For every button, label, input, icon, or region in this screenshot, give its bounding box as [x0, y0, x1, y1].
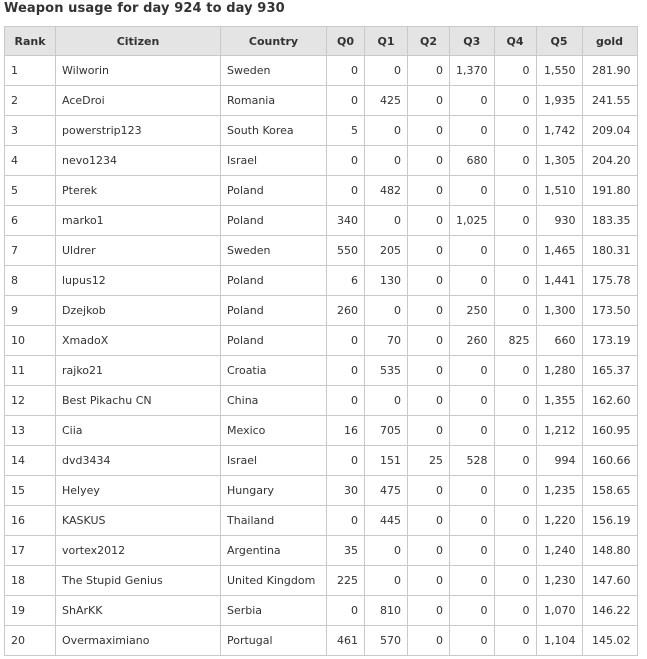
q0-cell: 0 — [327, 506, 365, 536]
table-row — [5, 536, 638, 566]
q3-cell: 0 — [450, 566, 495, 596]
rank-cell: 20 — [5, 626, 56, 656]
citizen-name-cell: Helyey — [56, 476, 221, 506]
rank-cell: 2 — [5, 86, 56, 116]
rank-cell: 13 — [5, 416, 56, 446]
q2-cell: 0 — [408, 416, 450, 446]
q1-cell: 535 — [365, 356, 408, 386]
q0-cell: 30 — [327, 476, 365, 506]
q2-cell: 0 — [408, 266, 450, 296]
q5-cell: 1,300 — [536, 296, 582, 326]
citizen-name-cell: dvd3434 — [56, 446, 221, 476]
citizen-name-cell: ShArKK — [56, 596, 221, 626]
q3-cell: 1,025 — [450, 206, 495, 236]
gold-cell: 173.50 — [582, 296, 637, 326]
q1-cell: 0 — [365, 206, 408, 236]
q3-cell: 250 — [450, 296, 495, 326]
q4-cell: 0 — [494, 176, 536, 206]
country-cell: Israel — [221, 146, 327, 176]
q4-cell: 0 — [494, 116, 536, 146]
gold-cell: 162.60 — [582, 386, 637, 416]
table-row — [5, 446, 638, 476]
q5-cell: 1,510 — [536, 176, 582, 206]
q5-cell: 660 — [536, 326, 582, 356]
q4-cell: 0 — [494, 536, 536, 566]
citizen-name-cell: Dzejkob — [56, 296, 221, 326]
q0-cell: 0 — [327, 356, 365, 386]
q0-cell: 0 — [327, 146, 365, 176]
table-row — [5, 416, 638, 446]
citizen-name-cell: Wilworin — [56, 56, 221, 86]
q2-cell: 0 — [408, 86, 450, 116]
q3-cell: 528 — [450, 446, 495, 476]
citizen-name-cell: powerstrip123 — [56, 116, 221, 146]
rank-cell: 8 — [5, 266, 56, 296]
country-cell: Sweden — [221, 236, 327, 266]
rank-cell: 16 — [5, 506, 56, 536]
country-cell: Thailand — [221, 506, 327, 536]
q2-cell: 25 — [408, 446, 450, 476]
gold-cell: 183.35 — [582, 206, 637, 236]
gold-cell: 209.04 — [582, 116, 637, 146]
country-cell: Hungary — [221, 476, 327, 506]
country-cell: Poland — [221, 206, 327, 236]
q4-cell: 0 — [494, 596, 536, 626]
q1-cell: 0 — [365, 146, 408, 176]
q2-cell: 0 — [408, 536, 450, 566]
table-row — [5, 296, 638, 326]
table-row — [5, 146, 638, 176]
q5-cell: 994 — [536, 446, 582, 476]
citizen-name-cell: Pterek — [56, 176, 221, 206]
q4-cell: 0 — [494, 416, 536, 446]
q2-cell: 0 — [408, 386, 450, 416]
citizen-name-cell: Ciia — [56, 416, 221, 446]
table-row — [5, 326, 638, 356]
citizen-name-cell: vortex2012 — [56, 536, 221, 566]
q5-cell: 1,441 — [536, 266, 582, 296]
gold-cell: 173.19 — [582, 326, 637, 356]
q2-cell: 0 — [408, 596, 450, 626]
country-cell: Mexico — [221, 416, 327, 446]
q4-cell: 0 — [494, 356, 536, 386]
column-header-q3[interactable]: Q3 — [450, 27, 495, 56]
table-row — [5, 566, 638, 596]
rank-cell: 6 — [5, 206, 56, 236]
q0-cell: 5 — [327, 116, 365, 146]
rank-cell: 3 — [5, 116, 56, 146]
rank-cell: 7 — [5, 236, 56, 266]
gold-cell: 147.60 — [582, 566, 637, 596]
q3-cell: 0 — [450, 416, 495, 446]
q5-cell: 1,212 — [536, 416, 582, 446]
citizen-name-cell: The Stupid Genius — [56, 566, 221, 596]
country-cell: Poland — [221, 266, 327, 296]
q4-cell: 0 — [494, 506, 536, 536]
country-cell: South Korea — [221, 116, 327, 146]
q2-cell: 0 — [408, 566, 450, 596]
q3-cell: 0 — [450, 506, 495, 536]
q0-cell: 0 — [327, 86, 365, 116]
rank-cell: 17 — [5, 536, 56, 566]
q3-cell: 0 — [450, 86, 495, 116]
country-cell: Sweden — [221, 56, 327, 86]
citizen-name-cell: Overmaximiano — [56, 626, 221, 656]
q4-cell: 0 — [494, 146, 536, 176]
rank-cell: 9 — [5, 296, 56, 326]
q1-cell: 0 — [365, 536, 408, 566]
q1-cell: 0 — [365, 116, 408, 146]
q1-cell: 425 — [365, 86, 408, 116]
q1-cell: 810 — [365, 596, 408, 626]
rank-cell: 1 — [5, 56, 56, 86]
q2-cell: 0 — [408, 116, 450, 146]
q5-cell: 1,280 — [536, 356, 582, 386]
q5-cell: 1,550 — [536, 56, 582, 86]
q1-cell: 482 — [365, 176, 408, 206]
q5-cell: 1,305 — [536, 146, 582, 176]
gold-cell: 281.90 — [582, 56, 637, 86]
citizen-name-cell: nevo1234 — [56, 146, 221, 176]
q2-cell: 0 — [408, 206, 450, 236]
column-header-country[interactable]: Country — [221, 27, 327, 56]
gold-cell: 145.02 — [582, 626, 637, 656]
country-cell: Israel — [221, 446, 327, 476]
column-header-q1[interactable]: Q1 — [365, 27, 408, 56]
q3-cell: 0 — [450, 536, 495, 566]
citizen-name-cell: KASKUS — [56, 506, 221, 536]
q0-cell: 550 — [327, 236, 365, 266]
gold-cell: 241.55 — [582, 86, 637, 116]
q4-cell: 0 — [494, 626, 536, 656]
gold-cell: 148.80 — [582, 536, 637, 566]
q1-cell: 705 — [365, 416, 408, 446]
table-row — [5, 386, 638, 416]
rank-cell: 12 — [5, 386, 56, 416]
q4-cell: 0 — [494, 236, 536, 266]
q3-cell: 0 — [450, 626, 495, 656]
q3-cell: 0 — [450, 386, 495, 416]
q4-cell: 0 — [494, 446, 536, 476]
q5-cell: 1,235 — [536, 476, 582, 506]
rank-cell: 19 — [5, 596, 56, 626]
q5-cell: 1,355 — [536, 386, 582, 416]
table-row — [5, 206, 638, 236]
table-row — [5, 506, 638, 536]
q3-cell: 1,370 — [450, 56, 495, 86]
rank-cell: 11 — [5, 356, 56, 386]
q1-cell: 445 — [365, 506, 408, 536]
rank-cell: 15 — [5, 476, 56, 506]
table-row — [5, 116, 638, 146]
rank-cell: 10 — [5, 326, 56, 356]
weapon-usage-table — [4, 26, 638, 656]
q4-cell: 0 — [494, 566, 536, 596]
country-cell: Argentina — [221, 536, 327, 566]
gold-cell: 156.19 — [582, 506, 637, 536]
citizen-name-cell: Uldrer — [56, 236, 221, 266]
gold-cell: 180.31 — [582, 236, 637, 266]
rank-cell: 14 — [5, 446, 56, 476]
q4-cell: 0 — [494, 386, 536, 416]
q0-cell: 6 — [327, 266, 365, 296]
table-row — [5, 356, 638, 386]
rank-cell: 5 — [5, 176, 56, 206]
q0-cell: 0 — [327, 386, 365, 416]
q2-cell: 0 — [408, 506, 450, 536]
q2-cell: 0 — [408, 176, 450, 206]
q0-cell: 35 — [327, 536, 365, 566]
country-cell: Poland — [221, 296, 327, 326]
q0-cell: 0 — [327, 326, 365, 356]
citizen-name-cell: XmadoX — [56, 326, 221, 356]
column-header-rank[interactable]: Rank — [5, 27, 56, 56]
country-cell: Portugal — [221, 626, 327, 656]
table-row — [5, 596, 638, 626]
q0-cell: 16 — [327, 416, 365, 446]
table-row — [5, 266, 638, 296]
q2-cell: 0 — [408, 56, 450, 86]
q0-cell: 225 — [327, 566, 365, 596]
q3-cell: 680 — [450, 146, 495, 176]
q4-cell: 0 — [494, 86, 536, 116]
q2-cell: 0 — [408, 326, 450, 356]
q2-cell: 0 — [408, 626, 450, 656]
q2-cell: 0 — [408, 296, 450, 326]
q2-cell: 0 — [408, 356, 450, 386]
q0-cell: 0 — [327, 446, 365, 476]
q1-cell: 475 — [365, 476, 408, 506]
gold-cell: 160.95 — [582, 416, 637, 446]
q3-cell: 0 — [450, 596, 495, 626]
q4-cell: 0 — [494, 56, 536, 86]
table-row — [5, 86, 638, 116]
q5-cell: 1,104 — [536, 626, 582, 656]
q2-cell: 0 — [408, 236, 450, 266]
column-header-q2[interactable]: Q2 — [408, 27, 450, 56]
q3-cell: 260 — [450, 326, 495, 356]
q4-cell: 0 — [494, 476, 536, 506]
column-header-q4[interactable]: Q4 — [494, 27, 536, 56]
q1-cell: 0 — [365, 386, 408, 416]
q5-cell: 930 — [536, 206, 582, 236]
q4-cell: 825 — [494, 326, 536, 356]
citizen-name-cell: Best Pikachu CN — [56, 386, 221, 416]
q1-cell: 151 — [365, 446, 408, 476]
country-cell: Poland — [221, 176, 327, 206]
column-header-q5[interactable]: Q5 — [536, 27, 582, 56]
country-cell: United Kingdom — [221, 566, 327, 596]
q2-cell: 0 — [408, 476, 450, 506]
column-header-citizen[interactable]: Citizen — [56, 27, 221, 56]
q0-cell: 0 — [327, 56, 365, 86]
q4-cell: 0 — [494, 296, 536, 326]
gold-cell: 158.65 — [582, 476, 637, 506]
column-header-gold[interactable]: gold — [582, 27, 637, 56]
q1-cell: 130 — [365, 266, 408, 296]
q3-cell: 0 — [450, 266, 495, 296]
citizen-name-cell: lupus12 — [56, 266, 221, 296]
country-cell: China — [221, 386, 327, 416]
rank-cell: 4 — [5, 146, 56, 176]
q5-cell: 1,742 — [536, 116, 582, 146]
country-cell: Croatia — [221, 356, 327, 386]
country-cell: Serbia — [221, 596, 327, 626]
q0-cell: 0 — [327, 596, 365, 626]
q4-cell: 0 — [494, 266, 536, 296]
citizen-name-cell: rajko21 — [56, 356, 221, 386]
gold-cell: 146.22 — [582, 596, 637, 626]
country-cell: Romania — [221, 86, 327, 116]
q3-cell: 0 — [450, 476, 495, 506]
page-title: Weapon usage for day 924 to day 930 — [4, 1, 285, 16]
column-header-q0[interactable]: Q0 — [327, 27, 365, 56]
gold-cell: 160.66 — [582, 446, 637, 476]
q3-cell: 0 — [450, 356, 495, 386]
q1-cell: 570 — [365, 626, 408, 656]
citizen-name-cell: AceDroi — [56, 86, 221, 116]
q2-cell: 0 — [408, 146, 450, 176]
q4-cell: 0 — [494, 206, 536, 236]
gold-cell: 165.37 — [582, 356, 637, 386]
q5-cell: 1,465 — [536, 236, 582, 266]
table-row — [5, 236, 638, 266]
q0-cell: 340 — [327, 206, 365, 236]
citizen-name-cell: marko1 — [56, 206, 221, 236]
q3-cell: 0 — [450, 116, 495, 146]
q3-cell: 0 — [450, 176, 495, 206]
q1-cell: 70 — [365, 326, 408, 356]
table-header-row — [5, 27, 638, 56]
table-row — [5, 626, 638, 656]
gold-cell: 204.20 — [582, 146, 637, 176]
q5-cell: 1,240 — [536, 536, 582, 566]
q0-cell: 260 — [327, 296, 365, 326]
gold-cell: 191.80 — [582, 176, 637, 206]
table-row — [5, 176, 638, 206]
q0-cell: 461 — [327, 626, 365, 656]
q1-cell: 0 — [365, 566, 408, 596]
q5-cell: 1,230 — [536, 566, 582, 596]
q1-cell: 0 — [365, 296, 408, 326]
country-cell: Poland — [221, 326, 327, 356]
q5-cell: 1,220 — [536, 506, 582, 536]
table-row — [5, 476, 638, 506]
q3-cell: 0 — [450, 236, 495, 266]
q5-cell: 1,070 — [536, 596, 582, 626]
q1-cell: 205 — [365, 236, 408, 266]
q5-cell: 1,935 — [536, 86, 582, 116]
q0-cell: 0 — [327, 176, 365, 206]
rank-cell: 18 — [5, 566, 56, 596]
table-row — [5, 56, 638, 86]
q1-cell: 0 — [365, 56, 408, 86]
gold-cell: 175.78 — [582, 266, 637, 296]
